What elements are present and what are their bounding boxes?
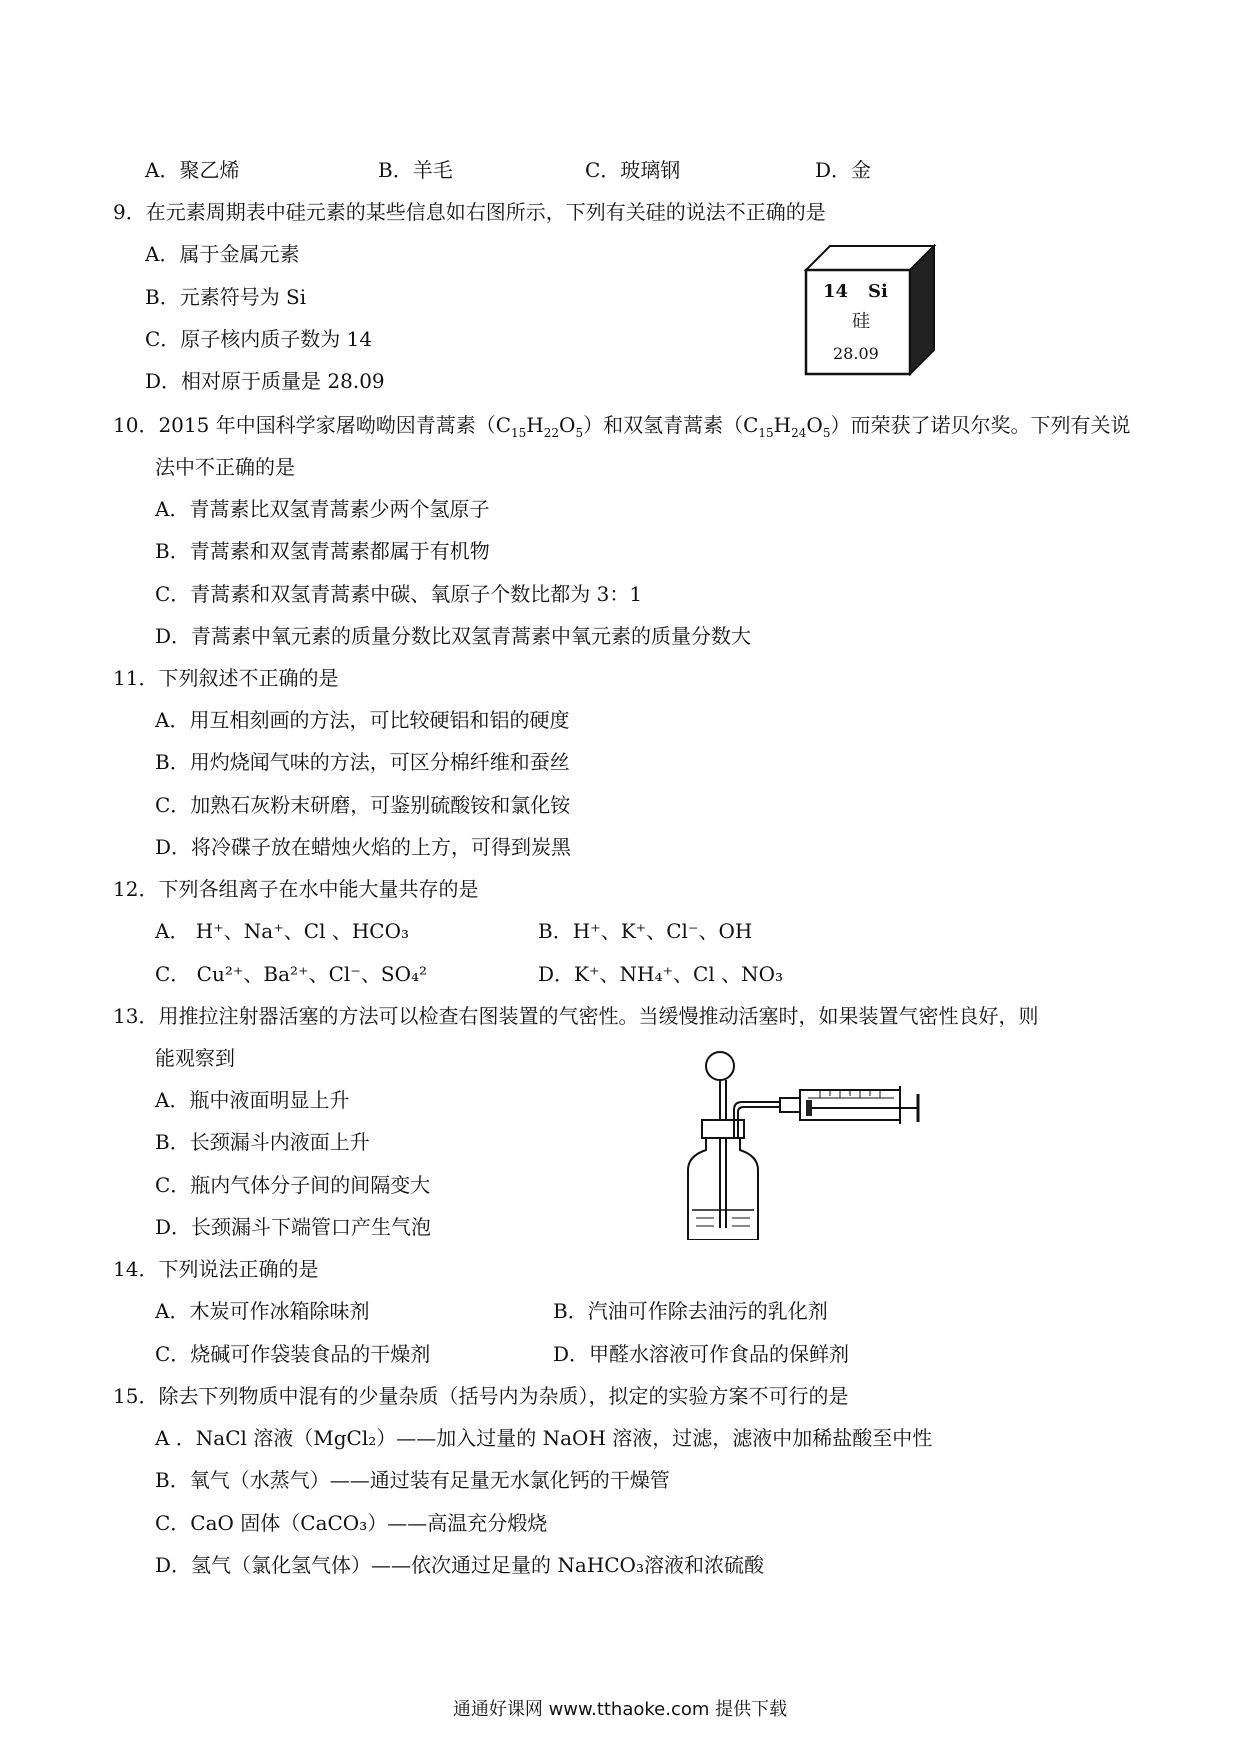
q9-option-d: D．相对原于质量是 28.09 bbox=[145, 369, 385, 393]
q14-option-b: B．汽油可作除去油污的乳化剂 bbox=[553, 1299, 828, 1323]
q12-option-c: C． Cu²⁺、Ba²⁺、Cl⁻、SO₄² bbox=[155, 962, 428, 986]
element-mass: 28.09 bbox=[833, 344, 879, 363]
q10-stem: 10．2015 年中国科学家屠呦呦因青蒿素$(C_{15}H_{22}O_5)$和双氢青蒿素$(C_{15}H_{24}O_5)$而荣获了诺贝尔奖。下列有关说 bbox=[113, 413, 1131, 440]
q13-option-b: B．长颈漏斗内液面上升 bbox=[155, 1130, 370, 1154]
q10-stem-line2: 法中不正确的是 bbox=[155, 455, 295, 479]
q9-option-c: C．原子核内质子数为 14 bbox=[145, 327, 373, 351]
q10-option-d: D．青蒿素中氧元素的质量分数比双氢青蒿素中氧元素的质量分数大 bbox=[155, 624, 752, 648]
q12-option-a: A． H⁺、Na⁺、Cl 、HCO₃ bbox=[155, 919, 409, 943]
q15-option-d: D．氢气（氯化氢气体）——依次通过足量的 NaHCO₃溶液和浓硫酸 bbox=[155, 1553, 764, 1577]
q14-option-c: C．烧碱可作袋装食品的干燥剂 bbox=[155, 1342, 431, 1366]
q11-option-c: C．加熟石灰粉末研磨，可鉴别硫酸铵和氯化铵 bbox=[155, 793, 571, 817]
q10-option-a: A．青蒿素比双氢青蒿素少两个氢原子 bbox=[155, 497, 490, 521]
q14-option-a: A．木炭可作冰箱除味剂 bbox=[155, 1299, 370, 1323]
q11-stem: 11．下列叙述不正确的是 bbox=[113, 666, 339, 690]
q10-option-c: C．青蒿素和双氢青蒿素中碳、氧原子个数比都为 3：1 bbox=[155, 582, 643, 606]
q12-option-d: D．K⁺、NH₄⁺、Cl 、NO₃ bbox=[538, 962, 784, 986]
q12-stem: 12．下列各组离子在水中能大量共存的是 bbox=[113, 877, 479, 901]
q13-option-c: C．瓶内气体分子间的间隔变大 bbox=[155, 1173, 431, 1197]
q8-option-d: D．金 bbox=[815, 158, 872, 182]
q13-option-a: A．瓶中液面明显上升 bbox=[155, 1088, 350, 1112]
q12-option-b: B．H⁺、K⁺、Cl⁻、OH bbox=[538, 919, 753, 943]
q11-option-a: A．用互相刻画的方法，可比较硬铝和铝的硬度 bbox=[155, 708, 570, 732]
element-atomic-number: 14 bbox=[823, 281, 849, 302]
q13-option-d: D．长颈漏斗下端管口产生气泡 bbox=[155, 1215, 432, 1239]
q15-option-c: C．CaO 固体（CaCO₃）——高温充分煅烧 bbox=[155, 1511, 548, 1535]
element-symbol: Si bbox=[868, 281, 888, 302]
q15-stem: 15．除去下列物质中混有的少量杂质（括号内为杂质），拟定的实验方案不可行的是 bbox=[113, 1384, 849, 1408]
q15-option-a: A ．NaCl 溶液（MgCl₂）——加入过量的 NaOH 溶液，过滤，滤液中加稀盐酸至中性 bbox=[155, 1426, 933, 1450]
q8-option-b: B．羊毛 bbox=[378, 158, 453, 182]
q9-option-a: A．属于金属元素 bbox=[145, 242, 300, 266]
q13-stem-line2: 能观察到 bbox=[155, 1046, 235, 1070]
q11-option-b: B．用灼烧闻气味的方法，可区分棉纤维和蚕丝 bbox=[155, 750, 570, 774]
q9-option-b: B．元素符号为 Si bbox=[145, 285, 307, 309]
q13-stem: 13．用推拉注射器活塞的方法可以检查右图装置的气密性。当缓慢推动活塞时，如果装置气密性良好，则 bbox=[113, 1004, 1039, 1028]
q8-option-c: C．玻璃钢 bbox=[585, 158, 681, 182]
q11-option-d: D．将冷碟子放在蜡烛火焰的上方，可得到炭黑 bbox=[155, 835, 572, 859]
q10-option-b: B．青蒿素和双氢青蒿素都属于有机物 bbox=[155, 539, 490, 563]
element-name: 硅 bbox=[852, 311, 870, 332]
q9-stem: 9．在元素周期表中硅元素的某些信息如右图所示，下列有关硅的说法不正确的是 bbox=[113, 200, 826, 224]
q15-option-b: B．氧气（水蒸气）——通过装有足量无水氯化钙的干燥管 bbox=[155, 1468, 670, 1492]
airtightness-apparatus-figure bbox=[680, 1050, 940, 1240]
q8-option-a: A．聚乙烯 bbox=[145, 158, 240, 182]
page-footer: 通通好课网 www.tthaoke.com 提供下载 bbox=[452, 1699, 788, 1720]
q14-option-d: D．甲醛水溶液可作食品的保鲜剂 bbox=[553, 1342, 850, 1366]
q14-stem: 14．下列说法正确的是 bbox=[113, 1257, 319, 1281]
